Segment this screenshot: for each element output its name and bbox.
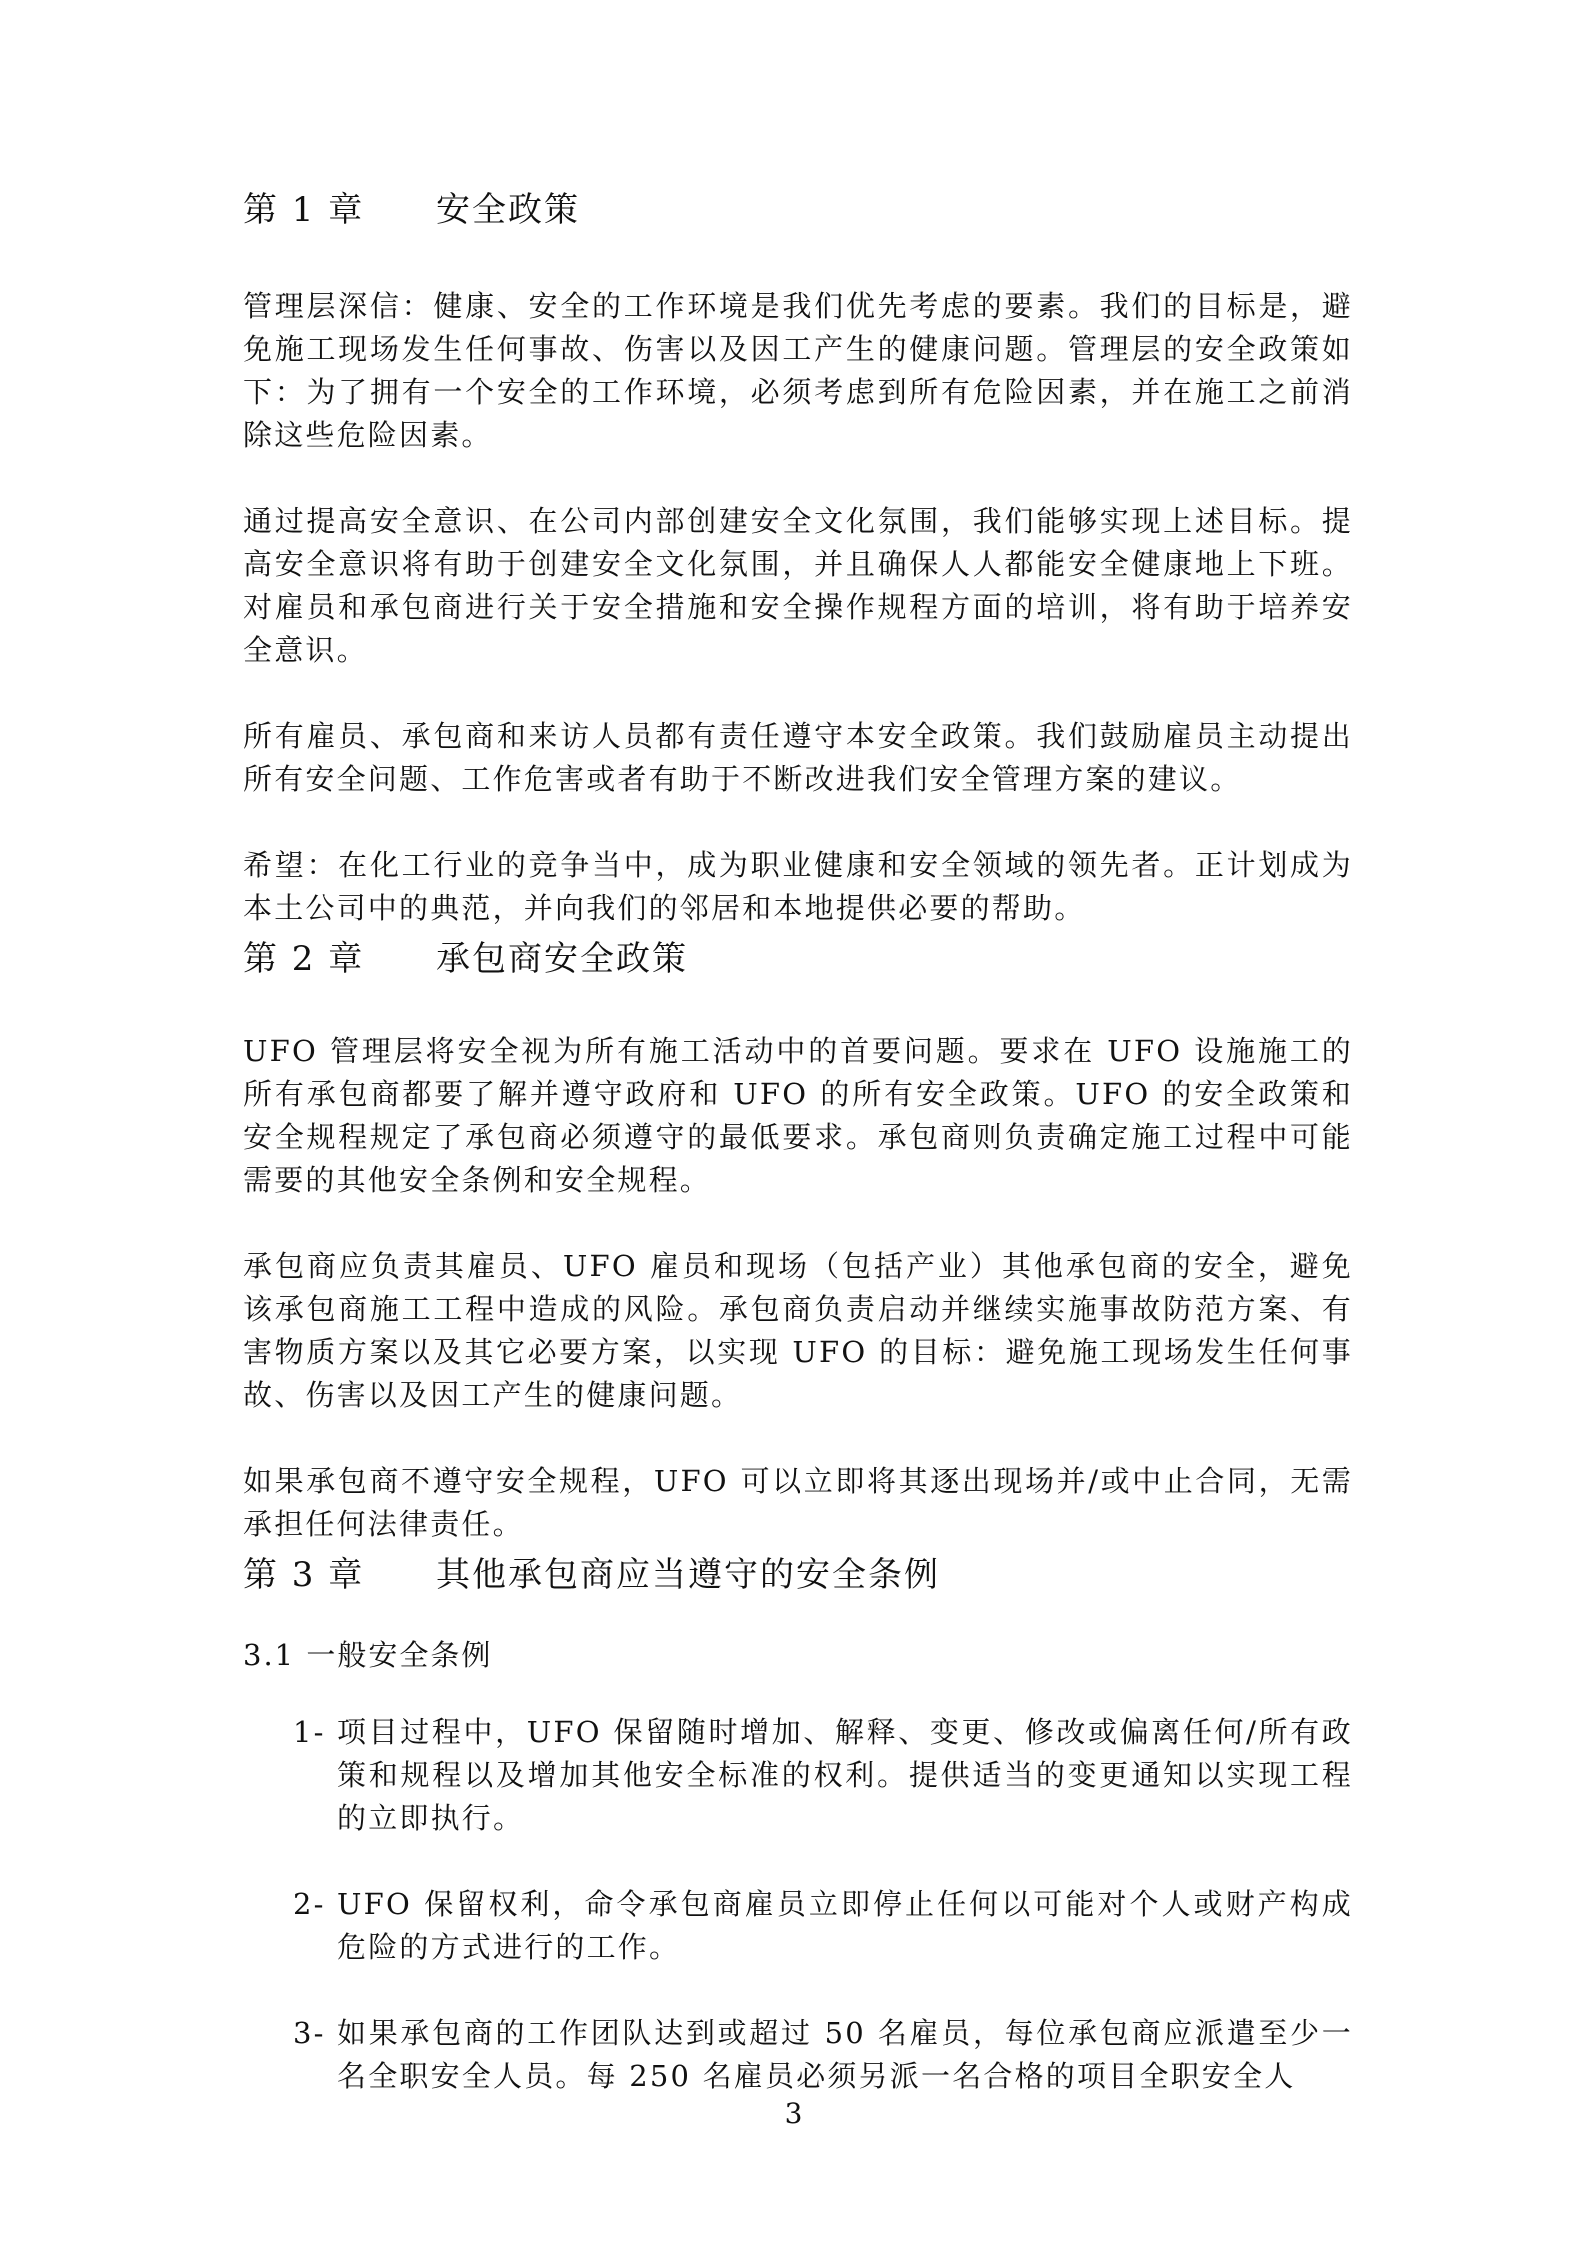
chapter-1-heading (243, 185, 1353, 235)
list-item-marker: 1- (293, 1715, 326, 1749)
list-item-text: 如果承包商的工作团队达到或超过 50 名雇员，每位承包商应派遣至少一名全职安全人员。每 250 名雇员必须另派一名合格的项目全职安全人 (337, 2016, 1353, 2093)
chapter-1-title: 安全政策 (436, 190, 580, 230)
list-item (243, 1711, 1353, 1840)
general-safety-list (243, 1711, 1353, 2098)
chapter-2-heading (243, 934, 1353, 984)
chapter-1-paragraph-2: 通过提高安全意识、在公司内部创建安全文化氛围，我们能够实现上述目标。提高安全意识将有助于创建安全文化氛围，并且确保人人都能安全健康地上下班。对雇员和承包商进行关于安全措施和安全操作规程方面的培训，将有助于培养安全意识。 (243, 504, 1353, 667)
document-page (243, 185, 1353, 2098)
list-item-marker: 3- (293, 2016, 326, 2050)
list-item-marker: 2- (293, 1887, 326, 1921)
chapter-1-paragraph-3: 所有雇员、承包商和来访人员都有责任遵守本安全政策。我们鼓励雇员主动提出所有安全问题、工作危害或者有助于不断改进我们安全管理方案的建议。 (243, 719, 1353, 796)
chapter-2-paragraph-3: 如果承包商不遵守安全规程，UFO 可以立即将其逐出现场并/或中止合同，无需承担任何法律责任。 (243, 1464, 1353, 1541)
chapter-1-number: 第 1 章 (243, 190, 365, 230)
list-item-text: UFO 保留权利，命令承包商雇员立即停止任何以可能对个人或财产构成危险的方式进行的工作。 (337, 1887, 1353, 1964)
chapter-2-paragraph-1: UFO 管理层将安全视为所有施工活动中的首要问题。要求在 UFO 设施施工的所有承包商都要了解并遵守政府和 UFO 的所有安全政策。UFO 的安全政策和安全规程规定了承包商必须遵守的最低要求。承包商则负责确定施工过程中可能需要的其他安全条例和安全规程。 (243, 1034, 1353, 1197)
chapter-2-paragraph-2: 承包商应负责其雇员、UFO 雇员和现场（包括产业）其他承包商的安全，避免该承包商施工工程中造成的风险。承包商负责启动并继续实施事故防范方案、有害物质方案以及其它必要方案，以实现 UFO 的目标：避免施工现场发生任何事故、伤害以及因工产生的健康问题。 (243, 1249, 1353, 1412)
chapter-3-heading (243, 1550, 1353, 1600)
chapter-2-title: 承包商安全政策 (436, 939, 688, 979)
page-number: 3 (784, 2097, 803, 2130)
chapter-3-title: 其他承包商应当遵守的安全条例 (436, 1555, 940, 1595)
chapter-3-number: 第 3 章 (243, 1555, 365, 1595)
list-item-text: 项目过程中，UFO 保留随时增加、解释、变更、修改或偏离任何/所有政策和规程以及增加其他安全标准的权利。提供适当的变更通知以实现工程的立即执行。 (337, 1715, 1353, 1835)
chapter-1-paragraph-4: 希望：在化工行业的竞争当中，成为职业健康和安全领域的领先者。正计划成为本土公司中的典范，并向我们的邻居和本地提供必要的帮助。 (243, 848, 1353, 925)
chapter-2-number: 第 2 章 (243, 939, 365, 979)
list-item (243, 2012, 1353, 2098)
list-item (243, 1883, 1353, 1969)
chapter-1-paragraph-1: 管理层深信：健康、安全的工作环境是我们优先考虑的要素。我们的目标是，避免施工现场发生任何事故、伤害以及因工产生的健康问题。管理层的安全政策如下：为了拥有一个安全的工作环境，必须考虑到所有危险因素，并在施工之前消除这些危险因素。 (243, 289, 1353, 452)
section-3-1-heading: 3.1 一般安全条例 (243, 1638, 493, 1672)
